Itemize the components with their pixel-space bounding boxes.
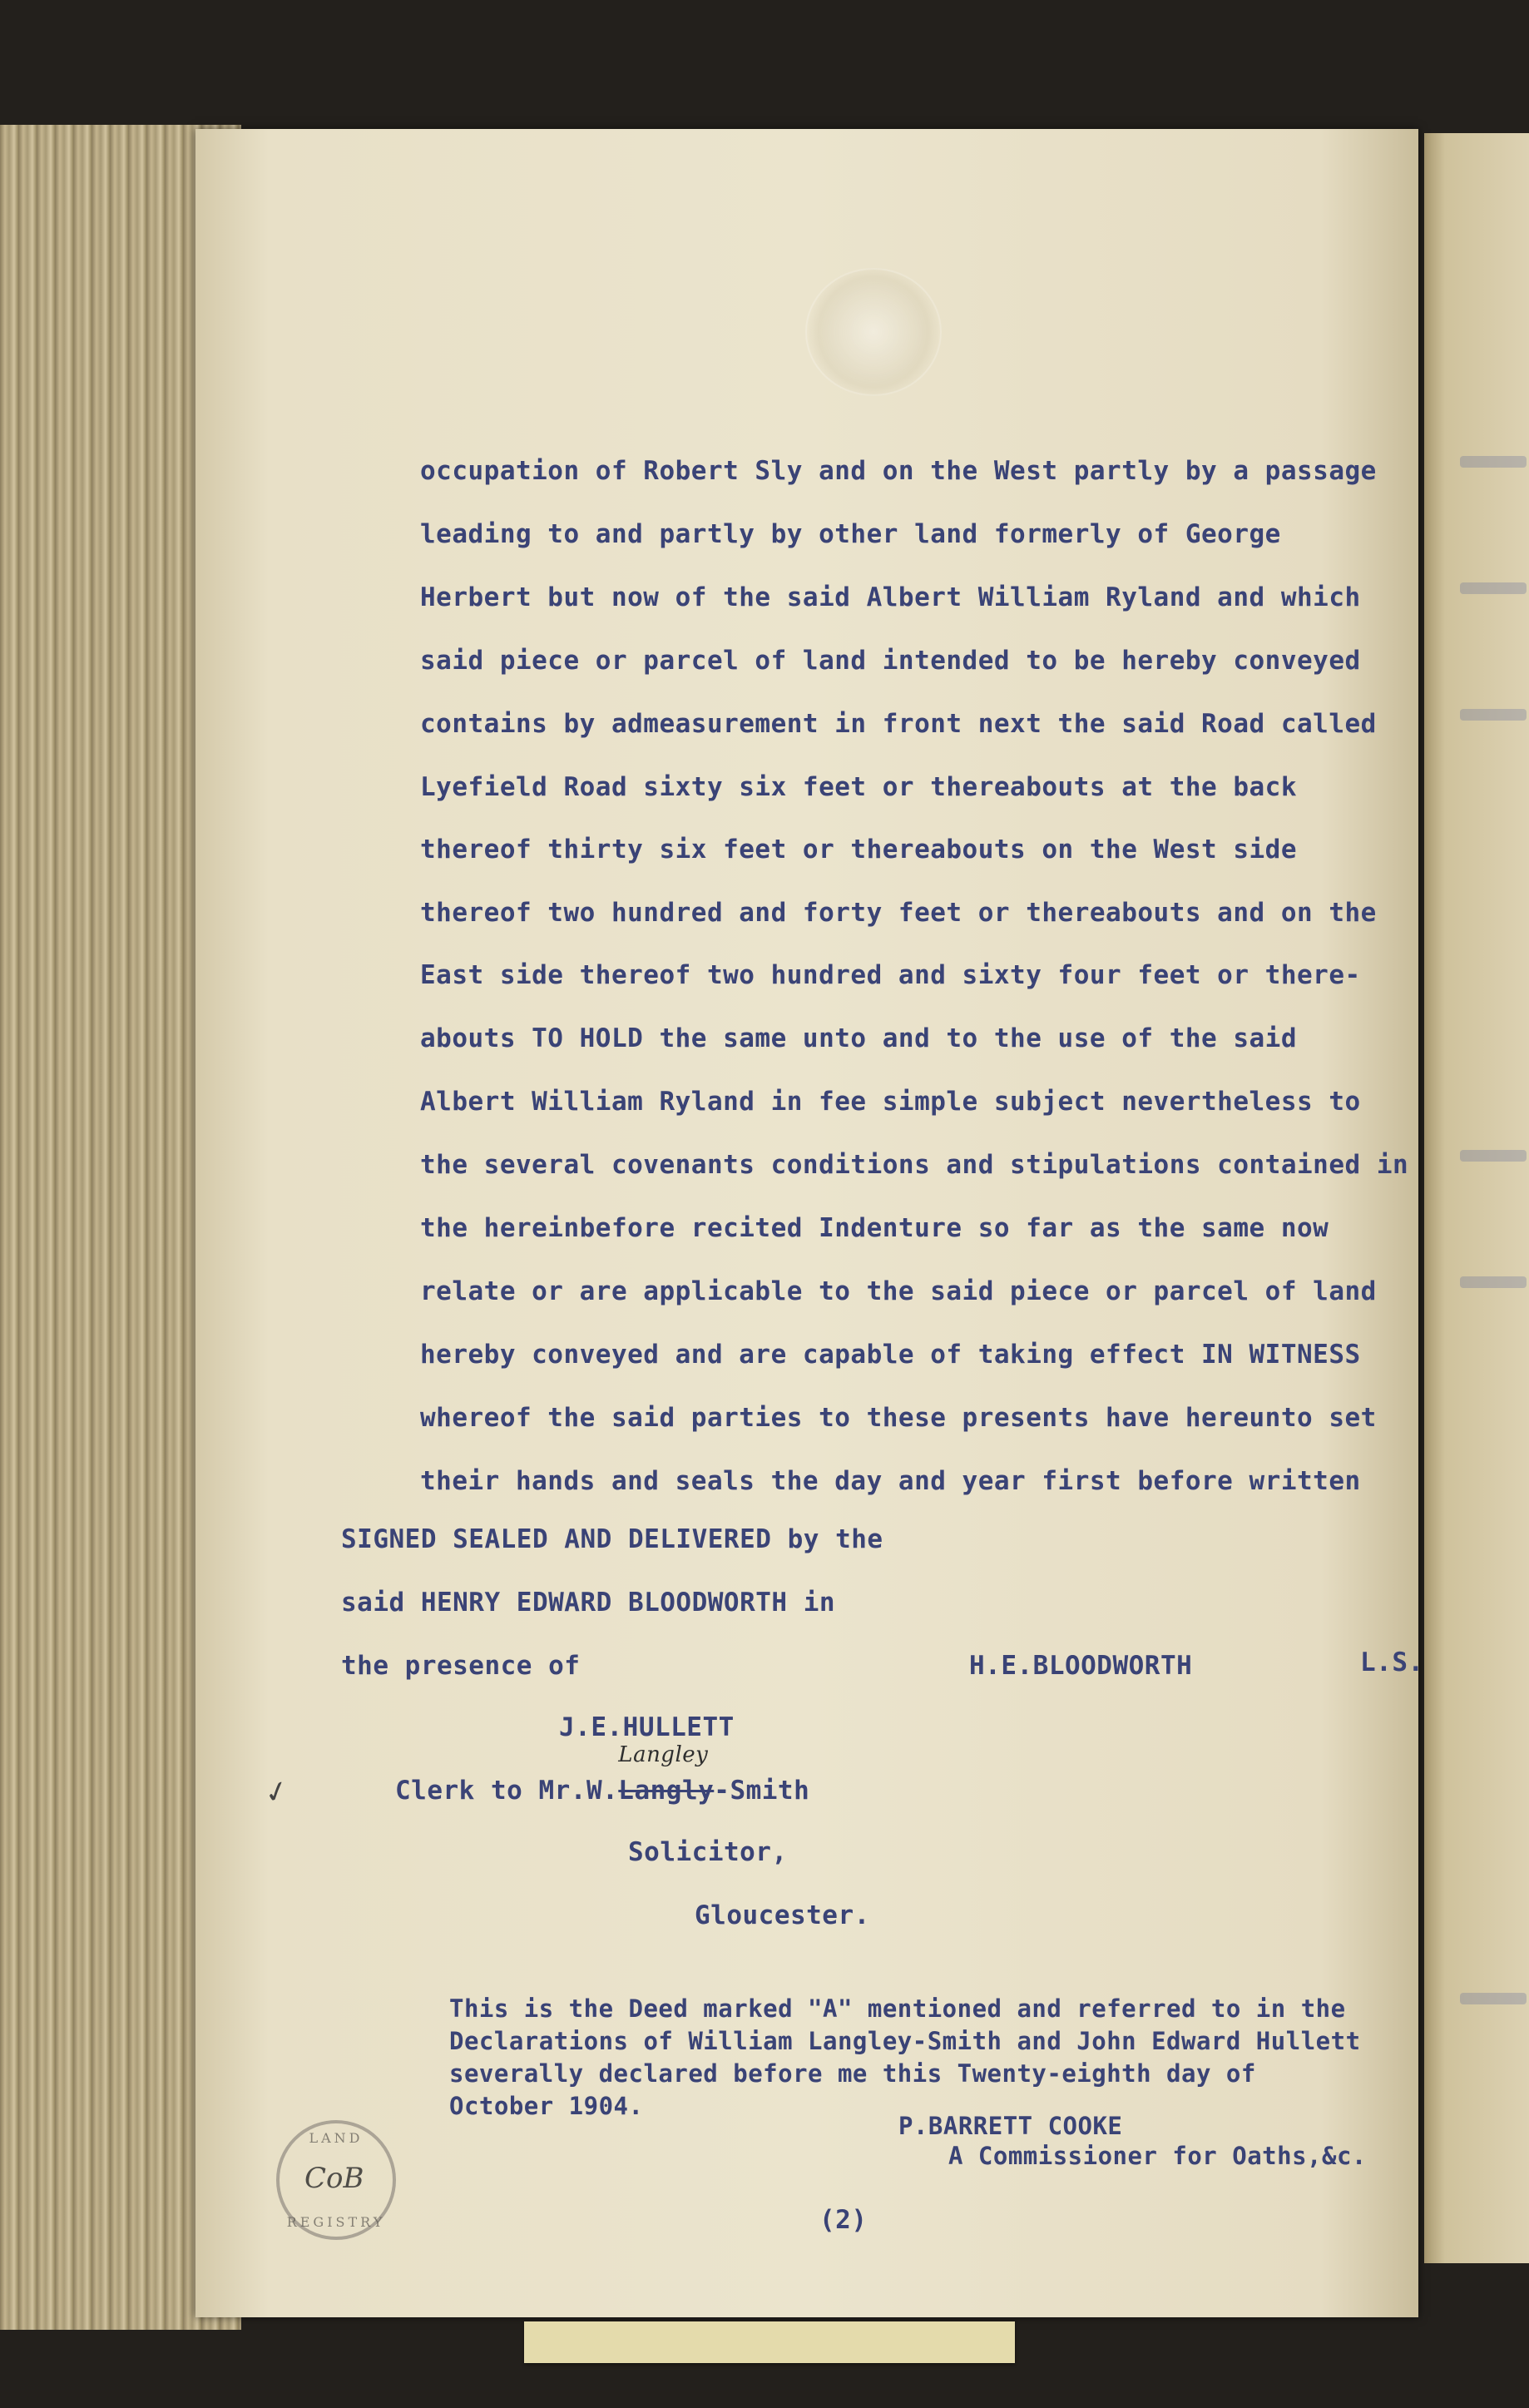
deed-line: relate or are applicable to the said piece or parcel of land: [420, 1276, 1377, 1306]
attestation-line-1: SIGNED SEALED AND DELIVERED by the: [341, 1524, 883, 1554]
ink-bleed: [1460, 1276, 1527, 1288]
ink-bleed: [1460, 456, 1527, 468]
ink-bleed: [1460, 1993, 1527, 2004]
witness-title-prefix: Clerk to Mr.W.: [395, 1776, 619, 1806]
stamp-ring-bottom: REGISTRY: [286, 2214, 386, 2230]
deed-line: Albert William Ryland in fee simple subject nevertheless to: [420, 1087, 1361, 1117]
stamp-ring-top: LAND: [309, 2130, 364, 2146]
deed-line: whereof the said parties to these presents have hereunto set: [420, 1403, 1377, 1433]
handwritten-correction: Langley: [618, 1742, 709, 1767]
deed-line: the several covenants conditions and stipulations contained in: [420, 1150, 1409, 1180]
attestation-line-3: the presence of: [341, 1651, 581, 1681]
deed-line: the hereinbefore recited Indenture so far as the same now: [420, 1213, 1329, 1243]
commissioner-title: A Commissioner for Oaths,&c.: [948, 2142, 1367, 2170]
ink-bleed: [1460, 582, 1527, 594]
deed-line: abouts TO HOLD the same unto and to the use of the said: [420, 1023, 1297, 1053]
name-correction: [618, 1742, 715, 1806]
deed-line: hereby conveyed and are capable of taking effect IN WITNESS: [420, 1340, 1361, 1370]
deed-line: leading to and partly by other land formerly of George: [420, 519, 1281, 549]
signatory-name: H.E.BLOODWORTH: [969, 1651, 1193, 1681]
struck-name: Langly: [618, 1776, 715, 1806]
next-page-edge: [1424, 133, 1529, 2263]
witness-role: Solicitor,: [628, 1837, 788, 1867]
witness-place: Gloucester.: [695, 1900, 870, 1930]
land-registry-stamp-icon: [276, 2120, 396, 2240]
ink-bleed: [1460, 1150, 1527, 1162]
page-number: (2): [819, 2205, 868, 2235]
deed-line: thereof two hundred and forty feet or thereabouts and on the: [420, 898, 1377, 928]
deed-line: thereof thirty six feet or thereabouts on the West side: [420, 835, 1297, 865]
deed-line: East side thereof two hundred and sixty four feet or there-: [420, 960, 1361, 990]
witness-title: [395, 1742, 810, 1806]
check-mark-icon: ✓: [261, 1770, 291, 1813]
deed-line: Lyefield Road sixty six feet or thereabouts at the back: [420, 772, 1297, 802]
witness-name: J.E.HULLETT: [559, 1712, 735, 1742]
deed-line: their hands and seals the day and year first before written: [420, 1466, 1361, 1496]
declaration-line: Declarations of William Langley-Smith and John Edward Hullett: [449, 2027, 1361, 2055]
declaration-line: October 1904.: [449, 2092, 644, 2120]
deed-line: Herbert but now of the said Albert William Ryland and which: [420, 582, 1361, 612]
attestation-line-2: said HENRY EDWARD BLOODWORTH in: [341, 1588, 836, 1618]
commissioner-name: P.BARRETT COOKE: [898, 2112, 1123, 2140]
ink-bleed: [1460, 709, 1527, 721]
seal-mark: L.S.: [1360, 1647, 1424, 1677]
embossed-seal-icon: [805, 268, 942, 396]
declaration-line: severally declared before me this Twenty-eighth day of: [449, 2059, 1256, 2088]
deed-line: contains by admeasurement in front next the said Road called: [420, 709, 1377, 739]
deed-line: said piece or parcel of land intended to be hereby conveyed: [420, 646, 1361, 676]
deed-line: occupation of Robert Sly and on the West partly by a passage: [420, 456, 1377, 486]
declaration-line: This is the Deed marked "A" mentioned and referred to in the: [449, 1994, 1346, 2023]
stamp-initials: CoB: [304, 2162, 364, 2195]
witness-title-suffix: -Smith: [714, 1776, 810, 1806]
page-tab: [524, 2321, 1015, 2363]
declaration-text: [449, 1993, 1361, 2123]
